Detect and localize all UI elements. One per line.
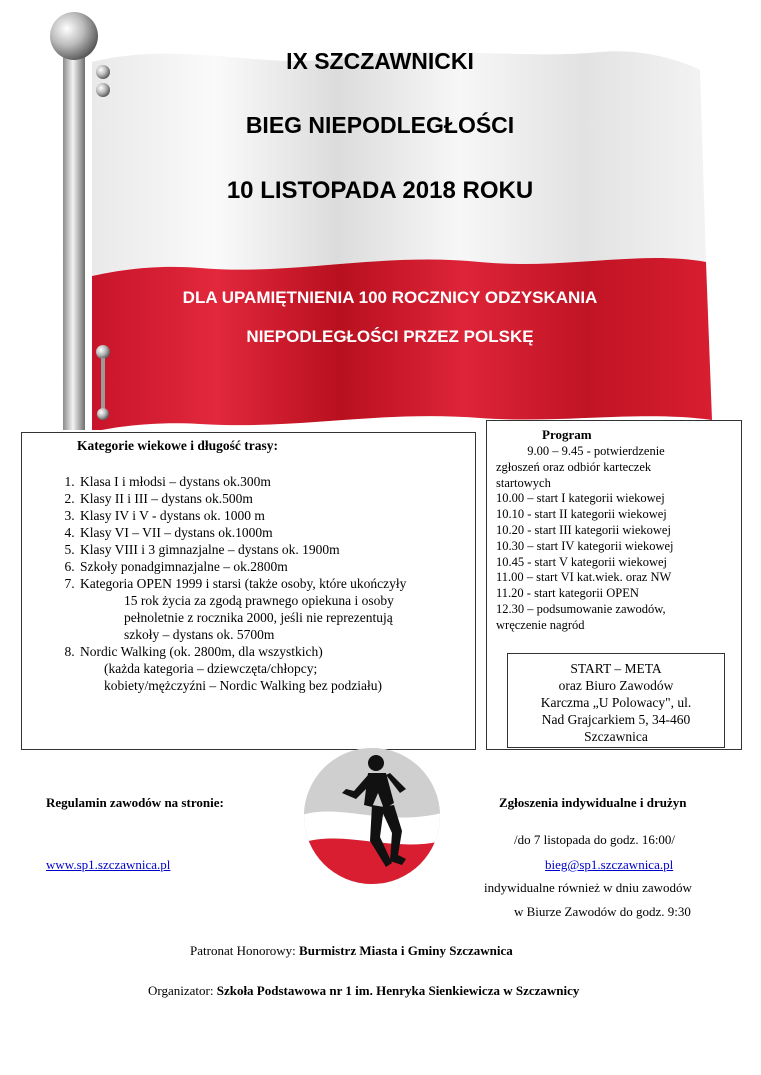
registration-email-link[interactable]: bieg@sp1.szczawnica.pl: [545, 857, 674, 872]
program-line: 10.30 – start IV kategorii wiekowej: [496, 538, 674, 553]
flag-white-stripe: [92, 51, 706, 276]
program-line: 11.00 – start VI kat.wiek. oraz NW: [496, 570, 672, 585]
registration-note2: w Biurze Zawodów do godz. 9:30: [514, 904, 691, 919]
categories-title: Kategorie wiekowe i długość trasy:: [77, 438, 278, 453]
list-item: 5. Klasy VIII i 3 gimnazjalne – dystans ok. 1900m: [78, 541, 458, 558]
runner-logo: [302, 745, 442, 887]
open-line4: szkoły – dystans ok. 5700m: [124, 627, 275, 642]
program-line: 9.00 – 9.45 - potwierdzenie: [496, 444, 665, 458]
program-line: zgłoszeń oraz odbiór karteczek: [496, 459, 652, 474]
program-line: 11.20 - start kategorii OPEN: [496, 586, 639, 601]
program-schedule: [496, 444, 736, 634]
categories-panel: [21, 432, 476, 750]
program-line: wręczenie nagród: [496, 617, 585, 632]
open-line3: pełnoletnie z rocznika 2000, jeśli nie reprezentują: [124, 610, 393, 625]
list-item-open: [78, 575, 458, 643]
open-line1: Kategoria OPEN 1999 i starsi (także osoby, które ukończyły: [80, 576, 407, 591]
organizer-line: [148, 983, 579, 999]
start-meta-text: [508, 660, 724, 745]
organizer-value: Szkoła Podstawowa nr 1 im. Henryka Sienkiewicza w Szczawnicy: [216, 983, 580, 998]
program-line: 10.45 - start V kategorii wiekowej: [496, 554, 668, 569]
event-date: 10 LISTOPADA 2018 ROKU: [226, 177, 534, 204]
registration-deadline: /do 7 listopada do godz. 16:00/: [514, 832, 676, 847]
start-meta-line2: oraz Biuro Zawodów: [558, 678, 674, 693]
patronage-value: Burmistrz Miasta i Gminy Szczawnica: [299, 943, 513, 958]
program-line: 12.30 – podsumowanie zawodów,: [496, 601, 666, 616]
nordic-line1: Nordic Walking (ok. 2800m, dla wszystkich): [80, 644, 323, 659]
rules-label: Regulamin zawodów na stronie:: [46, 795, 224, 810]
event-title-line1: IX SZCZAWNICKI: [286, 48, 474, 74]
registration-note1: indywidualne również w dniu zawodów: [484, 880, 692, 895]
organizer-label: Organizator:: [148, 983, 217, 998]
open-line2: 15 rok życia za zgodą prawnego opiekuna i osoby: [124, 593, 394, 608]
event-subtitle-line2: NIEPODLEGŁOŚCI PRZEZ POLSKĘ: [246, 327, 534, 346]
flagpole-finial: [50, 12, 98, 60]
list-item: 3. Klasy IV i V - dystans ok. 1000 m: [78, 507, 458, 524]
start-meta-panel: [507, 653, 725, 748]
categories-list: [22, 473, 458, 694]
event-title-line2: BIEG NIEPODLEGŁOŚCI: [245, 112, 515, 138]
start-meta-line1: START – META: [570, 661, 662, 676]
list-item: 1. Klasa I i młodsi – dystans ok.300m: [78, 473, 458, 490]
start-meta-line3: Karczma „U Polowacy", ul.: [540, 695, 692, 710]
program-line: startowych: [496, 475, 551, 490]
registration-title: Zgłoszenia indywidualne i drużyn: [499, 795, 687, 810]
start-meta-line4: Nad Grajcarkiem 5, 34-460: [541, 712, 691, 727]
patronage-line: [190, 943, 513, 959]
start-meta-line5: Szczawnica: [584, 729, 648, 744]
list-item-nordic: [78, 643, 458, 694]
list-item: 2. Klasy II i III – dystans ok.500m: [78, 490, 458, 507]
list-item: 6. Szkoły ponadgimnazjalne – ok.2800m: [78, 558, 458, 575]
event-subtitle-line1: DLA UPAMIĘTNIENIA 100 ROCZNICY ODZYSKANIA: [182, 288, 598, 307]
list-item: 4. Klasy VI – VII – dystans ok.1000m: [78, 524, 458, 541]
program-line: 10.00 – start I kategorii wiekowej: [496, 491, 665, 506]
program-line: 10.20 - start III kategorii wiekowej: [496, 522, 671, 537]
program-line: 10.10 - start II kategorii wiekowej: [496, 507, 667, 522]
nordic-line3: kobiety/mężczyźni – Nordic Walking bez podziału): [104, 678, 382, 693]
patronage-label: Patronat Honorowy:: [190, 943, 300, 958]
nordic-line2: (każda kategoria – dziewczęta/chłopcy;: [104, 661, 318, 676]
flagpole: [63, 48, 85, 430]
rules-website-link[interactable]: www.sp1.szczawnica.pl: [46, 857, 171, 872]
program-title: Program: [542, 427, 592, 442]
